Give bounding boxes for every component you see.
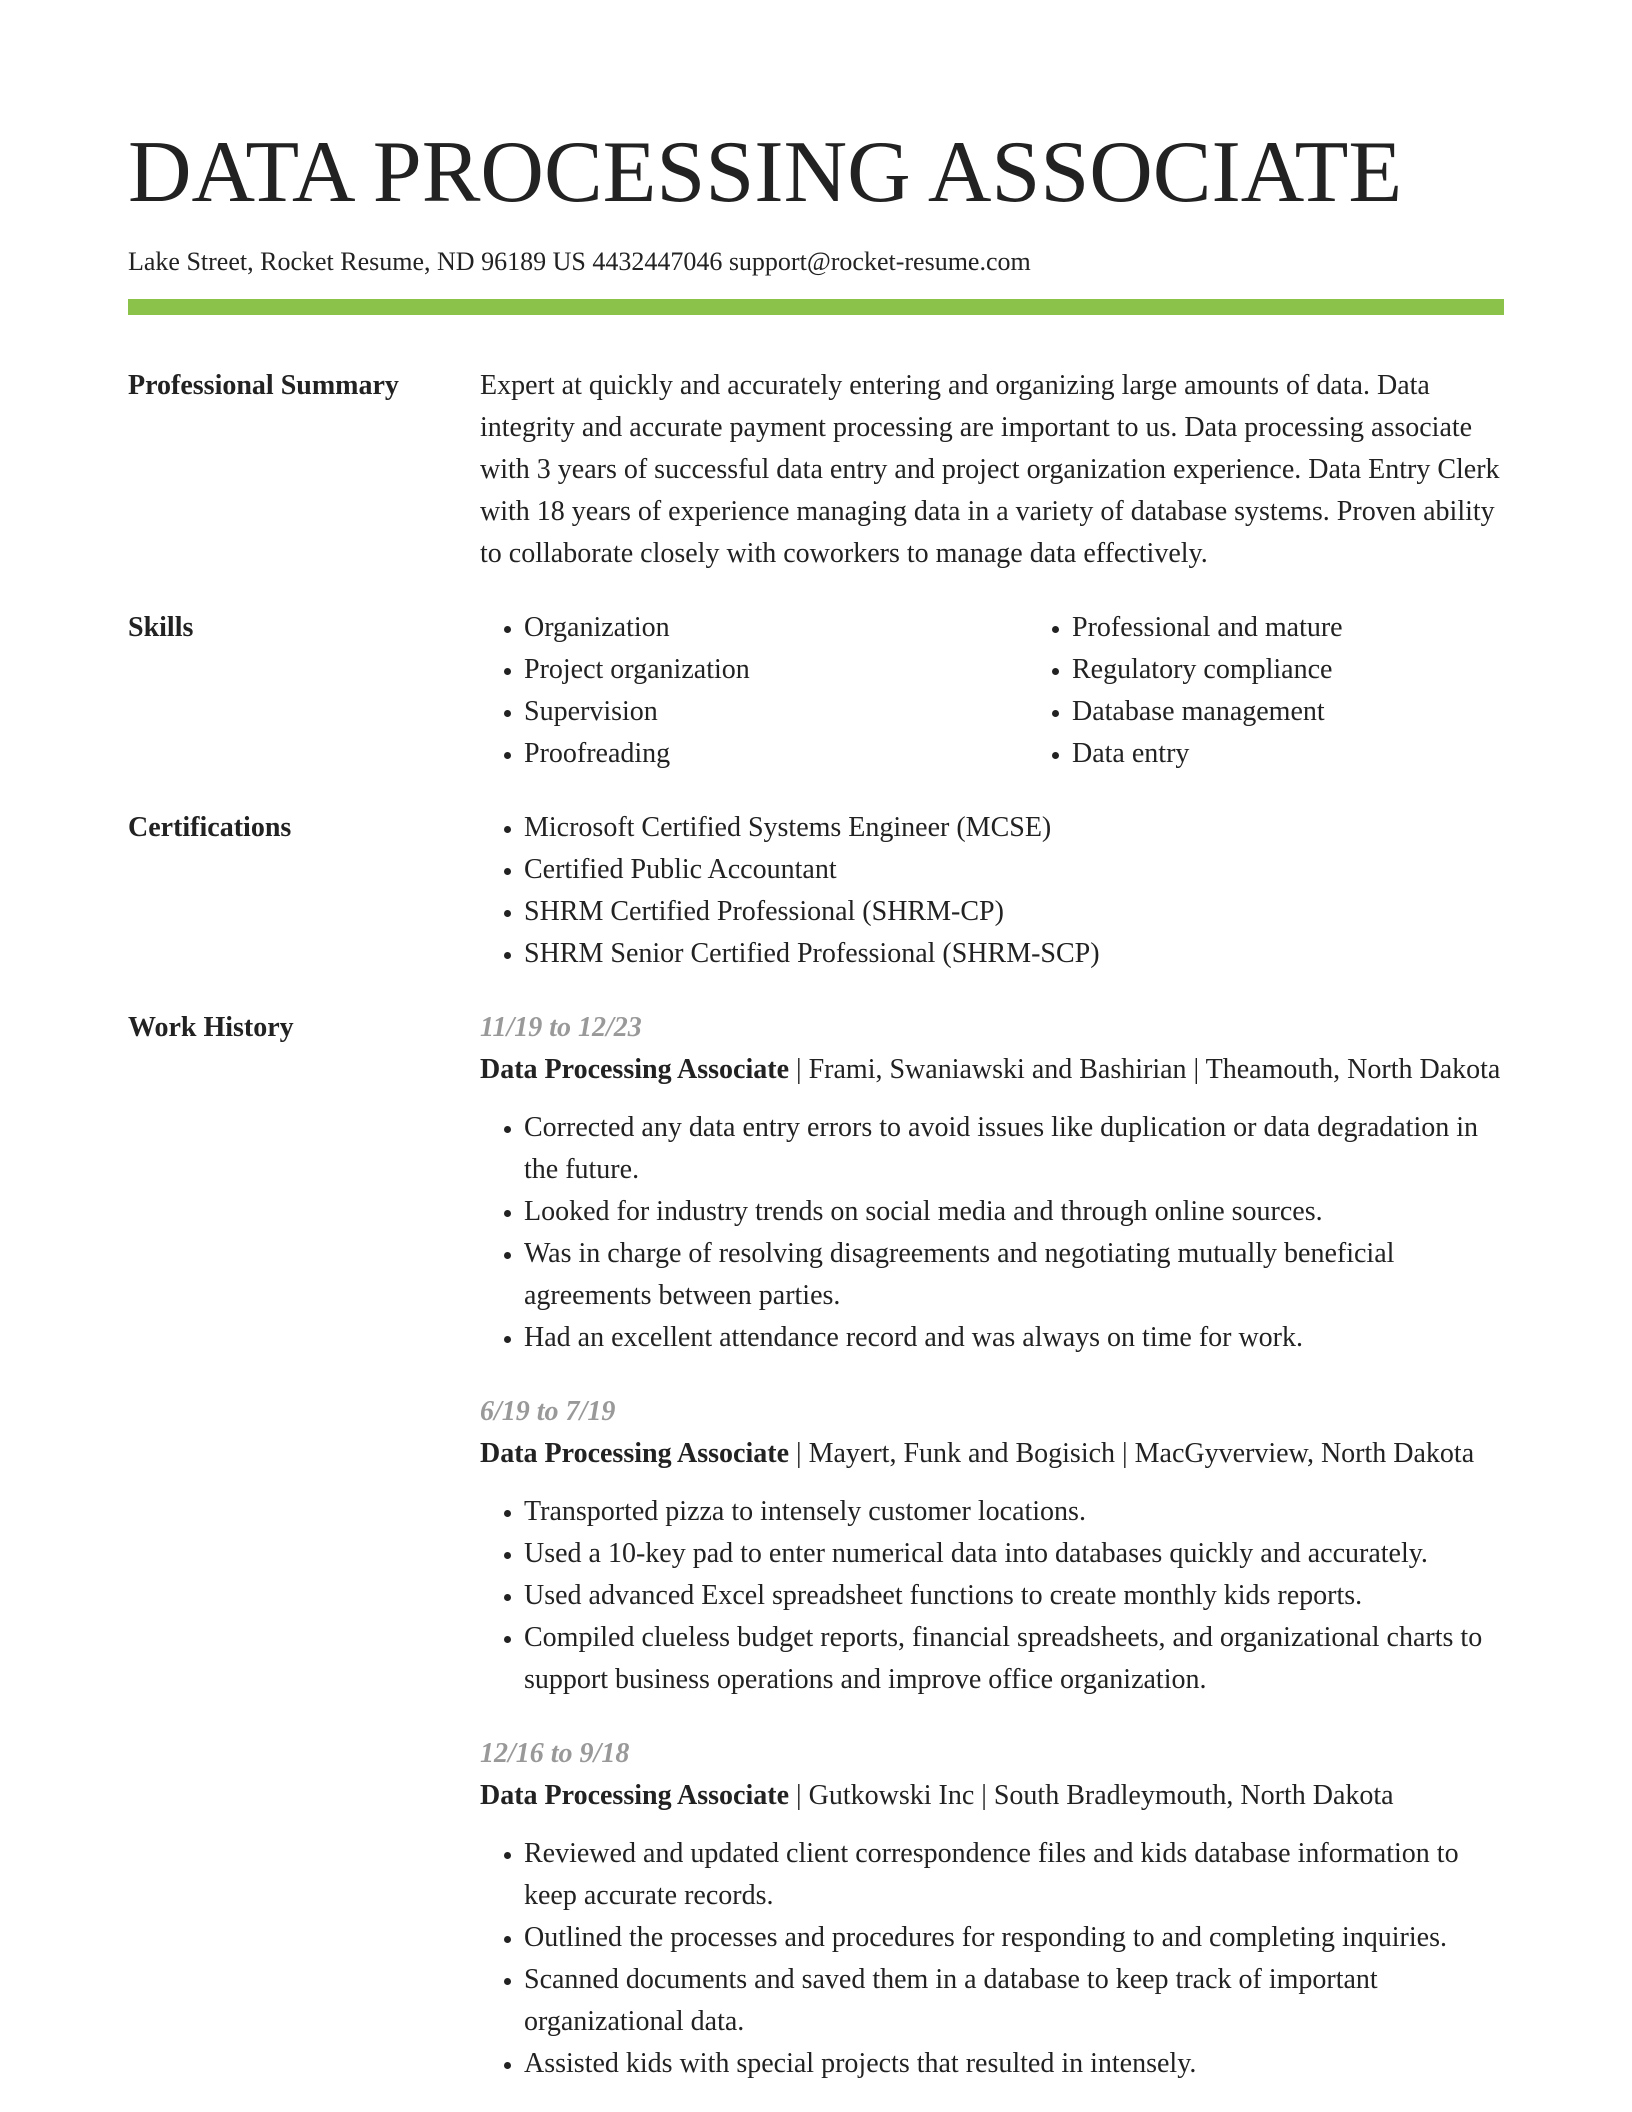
job-bullet: • Scanned documents and saved them in a database to keep track of important organizational data.: [524, 1959, 1504, 2043]
certification-item: • Microsoft Certified Systems Engineer (MCSE): [524, 807, 1504, 849]
certifications-body: [480, 807, 1504, 975]
job-bullet: • Outlined the processes and procedures for responding to and completing inquiries.: [524, 1917, 1504, 1959]
work-history-section: [128, 1007, 1504, 2085]
skills-list-left: [480, 607, 1028, 775]
job-title: Data Processing Associate: [480, 1780, 789, 1811]
contact-email: support@rocket-resume.com: [728, 247, 1031, 276]
job-heading: [480, 1049, 1504, 1091]
job-bullet: • Was in charge of resolving disagreements and negotiating mutually beneficial agreements between parties.: [524, 1233, 1504, 1317]
job-bullet: • Reviewed and updated client correspondence files and kids database information to keep accurate records.: [524, 1833, 1504, 1917]
job-bullet: • Assisted kids with special projects that resulted in intensely.: [524, 2043, 1504, 2085]
job-title: Data Processing Associate: [480, 1054, 789, 1085]
job-bullet: • Looked for industry trends on social media and through online sources.: [524, 1191, 1504, 1233]
contact-address: Lake Street, Rocket Resume, ND 96189 US: [128, 247, 586, 276]
accent-rule: [128, 299, 1504, 315]
work-history-heading: Work History: [128, 1012, 294, 1043]
skill-item: • Database management: [1072, 691, 1576, 733]
job-bullet: • Used advanced Excel spreadsheet functions to create monthly kids reports.: [524, 1575, 1504, 1617]
job-bullet: • Used a 10-key pad to enter numerical data into databases quickly and accurately.: [524, 1533, 1504, 1575]
job-title: Data Processing Associate: [480, 1438, 789, 1469]
resume-page: [128, 0, 1504, 2085]
job-dates: 12/16 to 9/18: [480, 1738, 630, 1769]
skill-item: • Project organization: [524, 649, 1028, 691]
job-employer-location: | Frami, Swaniawski and Bashirian | Theamouth, North Dakota: [789, 1054, 1501, 1085]
contact-phone: 4432447046: [592, 247, 723, 276]
certification-item: • SHRM Senior Certified Professional (SHRM-SCP): [524, 933, 1504, 975]
skill-item: • Organization: [524, 607, 1028, 649]
resume-title: DATA PROCESSING ASSOCIATE: [128, 124, 1403, 221]
skill-item: • Supervision: [524, 691, 1028, 733]
work-history-body: [480, 1007, 1504, 2085]
job-employer-location: | Gutkowski Inc | South Bradleymouth, North Dakota: [789, 1780, 1394, 1811]
summary-section: [128, 365, 1504, 575]
summary-text: Expert at quickly and accurately entering and organizing large amounts of data. Data integrity and accurate payment processing are important to us. Data processing associate with 3 years of successful data entry and project organization experience. Data Entry Clerk with 18 years of experience managing data in a variety of database systems. Proven ability to collaborate closely with coworkers to manage data effectively.: [480, 370, 1500, 569]
job-bullet: • Corrected any data entry errors to avoid issues like duplication or data degradation in the future.: [524, 1107, 1504, 1191]
job-bullet: • Had an excellent attendance record and was always on time for work.: [524, 1317, 1504, 1359]
contact-line: [128, 245, 1504, 279]
job-heading: [480, 1433, 1504, 1475]
job-bullets: [480, 1107, 1504, 1359]
skills-grid: [480, 607, 1576, 775]
skills-body: [480, 607, 1576, 775]
job-bullets: [480, 1491, 1504, 1701]
skills-heading: Skills: [128, 612, 194, 643]
job-dates: 6/19 to 7/19: [480, 1396, 616, 1427]
job-bullets: [480, 1833, 1504, 2085]
job-entry: [480, 1007, 1504, 1359]
certifications-section: [128, 807, 1504, 975]
certification-item: • Certified Public Accountant: [524, 849, 1504, 891]
job-entry: [480, 1391, 1504, 1701]
job-bullet: • Compiled clueless budget reports, financial spreadsheets, and organizational charts to support business operations and improve office organization.: [524, 1617, 1504, 1701]
summary-heading: Professional Summary: [128, 370, 399, 401]
skill-item: • Data entry: [1072, 733, 1576, 775]
job-heading: [480, 1775, 1504, 1817]
certifications-list: [480, 807, 1504, 975]
skills-section: [128, 607, 1504, 775]
certification-item: • SHRM Certified Professional (SHRM-CP): [524, 891, 1504, 933]
skill-item: • Proofreading: [524, 733, 1028, 775]
skill-item: • Regulatory compliance: [1072, 649, 1576, 691]
skills-list-right: [1028, 607, 1576, 775]
job-employer-location: | Mayert, Funk and Bogisich | MacGyverview, North Dakota: [789, 1438, 1475, 1469]
job-bullet: • Transported pizza to intensely customer locations.: [524, 1491, 1504, 1533]
certifications-heading: Certifications: [128, 812, 292, 843]
job-entry: [480, 1733, 1504, 2085]
job-dates: 11/19 to 12/23: [480, 1012, 642, 1043]
skill-item: • Professional and mature: [1072, 607, 1576, 649]
